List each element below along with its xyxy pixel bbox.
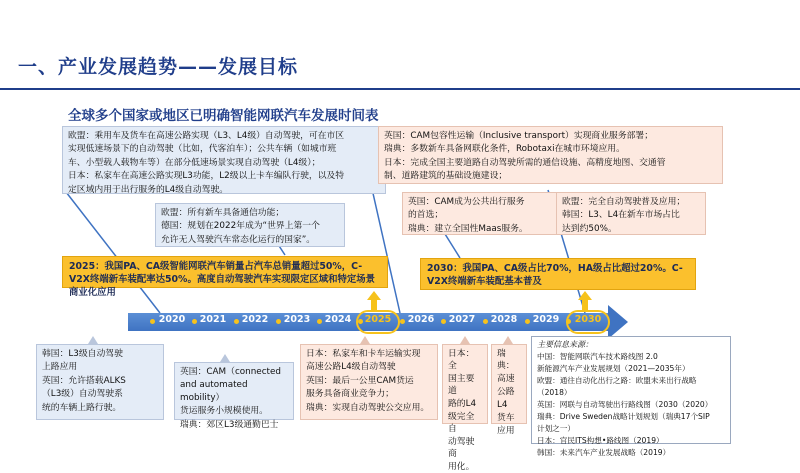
eu-japan-2020-box bbox=[62, 126, 386, 194]
year-label: 2022 bbox=[241, 314, 269, 325]
callout-pointer bbox=[360, 336, 370, 344]
source-line: 新能源汽车产业发展规划（2021—2035年） bbox=[537, 364, 690, 374]
box-line: 货车 bbox=[497, 413, 515, 423]
box-line: L4 bbox=[497, 400, 508, 410]
box-line: 服务具备商业竞争力； bbox=[306, 389, 394, 400]
box-line: 车、小型载人载物车等）在部分低速场景实现自动驾驶（L4级）； bbox=[68, 157, 321, 168]
box-line: 日本：全 bbox=[448, 349, 475, 371]
japan-uk-sweden-2025-box bbox=[300, 344, 438, 420]
box-line: 高速公路L4级自动驾驶 bbox=[306, 362, 396, 373]
uk-sweden-maas-box bbox=[402, 192, 557, 235]
box-line: 货运服务小规模使用。 bbox=[180, 406, 268, 417]
box-line: 日本：私家车和卡车运输实现 bbox=[306, 349, 421, 359]
arrow-up-icon bbox=[578, 291, 592, 300]
box-line: 的首选； bbox=[408, 210, 444, 221]
section-subtitle: 全球多个国家或地区已明确智能网联汽车发展时间表 bbox=[68, 108, 379, 124]
arrow-up-icon bbox=[367, 291, 381, 300]
callout-pointer bbox=[220, 354, 230, 362]
box-line: 上路应用 bbox=[42, 362, 78, 373]
banner-2030: 2030：我国PA、CA级占比70%，HA级占比超过20%。C-V2X终端新车装配基本普及 bbox=[420, 258, 696, 290]
timeline-arrow-icon bbox=[608, 305, 628, 339]
box-line: 统的车辆上路行驶。 bbox=[42, 402, 122, 413]
uk-sweden-japan-box bbox=[378, 126, 723, 184]
box-line: 韩国：L3、L4在新车市场占比 bbox=[562, 210, 680, 221]
box-line: 级完全自 bbox=[448, 412, 475, 434]
japan-2027-box bbox=[442, 344, 488, 472]
source-line: 韩国：未来汽车产业发展战略（2019） bbox=[537, 448, 671, 458]
box-line: 韩国：L3级自动驾驶 bbox=[42, 349, 123, 359]
year-label: 2023 bbox=[283, 314, 311, 325]
arrow-2030-stem bbox=[582, 300, 588, 310]
box-line: 英国：允许搭载ALKS bbox=[42, 375, 126, 386]
box-line: 定区域内用于出行服务的L4级自动驾驶。 bbox=[68, 184, 229, 195]
year-label: 2024 bbox=[324, 314, 352, 325]
box-line: 用化。 bbox=[448, 462, 475, 472]
box-line: 实现低速场景下的自动驾驶（比如，代客泊车）；公共车辆（如城市班 bbox=[68, 144, 337, 155]
eu-germany-box bbox=[155, 203, 345, 247]
box-line: 瑞典：多数新车具备网联化条件，Robotaxi在城市环境应用。 bbox=[384, 144, 625, 155]
year-label: 2030 bbox=[574, 314, 602, 325]
arrow-2025-stem bbox=[371, 300, 377, 310]
box-line: 应用 bbox=[497, 426, 515, 436]
source-line: 计划之一） bbox=[537, 424, 575, 434]
banner-2025: 2025：我国PA、CA级智能网联汽车销量占汽车总销量超过50%，C-V2X终端新车装配率达50%。高度自动驾驶汽车实现限定区域和特定场景商业化应用 bbox=[62, 256, 388, 288]
box-line: 英国：最后一公里CAM货运 bbox=[306, 375, 414, 386]
connector-2027-line bbox=[445, 234, 460, 258]
box-line: 英国：CAM包容性运输（Inclusive transport）实现商业服务部署； bbox=[384, 131, 654, 141]
year-label: 2026 bbox=[407, 314, 435, 325]
box-line: 国主要道 bbox=[448, 374, 475, 396]
box-line: 瑞典：建立全国性Maas服务。 bbox=[408, 223, 528, 234]
year-label: 2028 bbox=[490, 314, 518, 325]
box-line: （L3级）自动驾驶系 bbox=[42, 389, 123, 400]
source-line: 瑞典：Drive Sweden战略计划规划（瑞典17个SIP bbox=[537, 412, 710, 422]
eu-korea-box bbox=[556, 192, 706, 235]
year-label: 2025 bbox=[364, 314, 392, 325]
source-line: 日本：官民ITS构想•路线图（2019） bbox=[537, 436, 664, 446]
box-line: 瑞典：实现自动驾驶公交应用。 bbox=[306, 402, 430, 413]
box-line: 德国：规划在2022年成为“世界上第一个 bbox=[161, 221, 320, 232]
box-line: 动驾驶商 bbox=[448, 437, 475, 459]
source-line: （2018） bbox=[537, 388, 572, 398]
box-line: 瑞典：郊区L3级通勤巴士 bbox=[180, 419, 279, 430]
uk-sweden-2023-box bbox=[174, 362, 294, 430]
box-line: 日本：完成全国主要道路自动驾驶所需的通信设施、高精度地图、交通管 bbox=[384, 157, 666, 168]
box-line: 欧盟：乘用车及货车在高速公路实现（L3、L4级）自动驾驶，可在市区 bbox=[68, 131, 345, 141]
sources-box bbox=[531, 336, 731, 458]
year-label: 2021 bbox=[199, 314, 227, 325]
source-line: 欧盟：通往自动化出行之路：欧盟未来出行战略 bbox=[537, 376, 697, 386]
source-line: 中国：智能网联汽车技术路线图 2.0 bbox=[537, 352, 658, 362]
box-line: 达到约50%。 bbox=[562, 223, 617, 234]
page-title: 一、产业发展趋势——发展目标 bbox=[18, 56, 299, 78]
sweden-2028-box bbox=[491, 344, 527, 436]
box-line: 欧盟：完全自动驾驶普及应用； bbox=[562, 197, 686, 207]
source-line: 英国：网联与自动驾驶出行路线图（2030（2020） bbox=[537, 400, 713, 410]
box-line: 高速 bbox=[497, 374, 515, 384]
box-line: 制、道路建筑的基础设施建设； bbox=[384, 171, 508, 182]
box-line: 英国：CAM（connected bbox=[180, 367, 282, 377]
box-line: and automated mobility） bbox=[180, 380, 248, 403]
box-line: 允许无人驾驶汽车常态化运行的国家”。 bbox=[161, 234, 316, 245]
box-line: 欧盟：所有新车具备通信功能； bbox=[161, 208, 285, 218]
year-label: 2020 bbox=[158, 314, 186, 325]
sources-title: 主要信息来源： bbox=[537, 340, 593, 349]
callout-pointer bbox=[88, 336, 98, 344]
box-line: 英国：CAM成为公共出行服务 bbox=[408, 197, 525, 207]
box-line: 日本：私家车在高速公路实现L3功能，L2级以上卡车编队行驶，以及特 bbox=[68, 171, 345, 182]
year-label: 2029 bbox=[532, 314, 560, 325]
korea-uk-2021-box bbox=[36, 344, 164, 420]
callout-pointer bbox=[503, 336, 513, 344]
year-label: 2027 bbox=[448, 314, 476, 325]
box-line: 公路 bbox=[497, 387, 515, 397]
callout-pointer bbox=[460, 336, 470, 344]
box-line: 路的L4 bbox=[448, 399, 477, 409]
box-line: 瑞典： bbox=[497, 349, 515, 371]
